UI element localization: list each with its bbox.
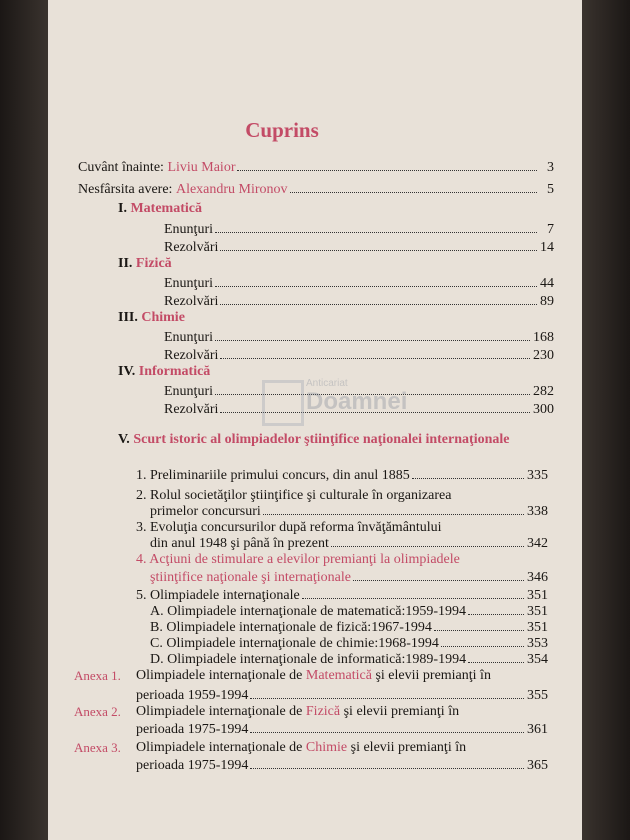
toc-label: primelor concursuri: [150, 504, 261, 519]
toc-author: Alexandru Mironov: [175, 182, 288, 197]
toc-page: 3: [547, 160, 554, 175]
leader-dots: [290, 192, 537, 193]
toc-page: 335: [527, 468, 548, 483]
leader-dots: [441, 646, 524, 647]
leader-dots: [250, 698, 524, 699]
book-spine-shadow: [0, 0, 48, 840]
section-heading: V. Scurt istoric al olimpiadelor ştiinţifice naţionalei internaţionale: [118, 432, 510, 447]
leader-dots: [220, 358, 530, 359]
toc-entry: [150, 620, 548, 636]
toc-label: ştiinţifice naţionale şi internaţionale: [150, 570, 351, 585]
toc-front-2: [78, 182, 554, 198]
toc-page: 342: [527, 536, 548, 551]
annex-label: Anexa 2.: [74, 704, 121, 719]
toc-page: 14: [540, 240, 554, 255]
toc-label: perioada 1975-1994: [136, 722, 249, 737]
toc-page: 5: [547, 182, 554, 197]
leader-dots: [220, 250, 537, 251]
toc-page: 361: [527, 722, 548, 737]
toc-label: perioada 1959-1994: [136, 688, 249, 703]
annex-label: Anexa 3.: [74, 740, 121, 755]
leader-dots: [434, 630, 524, 631]
leader-dots: [250, 732, 524, 733]
toc-page: 168: [533, 330, 554, 345]
toc-page: 346: [527, 570, 548, 585]
toc-label: D. Olimpiadele internaţionale de informatică:1989-1994: [150, 652, 467, 667]
toc-label: Rezolvări: [164, 294, 219, 309]
annex-title: Olimpiadele internaţionale de Fizică şi elevii premianţi în: [136, 704, 460, 719]
toc-entry: [150, 604, 548, 620]
toc-entry: [164, 330, 554, 346]
toc-label: 1. Preliminariile primului concurs, din anul 1885: [136, 468, 410, 483]
toc-page: 300: [533, 402, 554, 417]
watermark-main-text: Doamnei: [306, 388, 408, 415]
leader-dots: [237, 170, 537, 171]
toc-label: Enunţuri: [164, 276, 213, 291]
toc-entry: [150, 536, 548, 552]
leader-dots: [215, 340, 530, 341]
toc-entry: [164, 276, 554, 292]
toc-label: din anul 1948 şi până în prezent: [150, 536, 329, 551]
toc-page: 44: [540, 276, 554, 291]
toc-page: 351: [527, 604, 548, 619]
section-heading: III. Chimie: [118, 310, 185, 325]
toc-page: 351: [527, 620, 548, 635]
toc-entry: [164, 294, 554, 310]
toc-page: 7: [547, 222, 554, 237]
toc-entry: [150, 504, 548, 520]
toc-label: A. Olimpiadele internaţionale de matematică:1959-1994: [150, 604, 467, 619]
toc-page: 351: [527, 588, 548, 603]
toc-entry: [136, 588, 548, 604]
toc-label: Rezolvări: [164, 240, 219, 255]
book-edge-shadow: [582, 0, 630, 840]
toc-entry: [164, 240, 554, 256]
toc-label: 5. Olimpiadele internaţionale: [136, 588, 300, 603]
toc-label: 3. Evoluţia concursurilor după reforma învăţământului: [136, 520, 442, 535]
toc-label: perioada 1975-1994: [136, 758, 249, 773]
toc-label: C. Olimpiadele internaţionale de chimie:1968-1994: [150, 636, 439, 651]
toc-entry: [164, 222, 554, 238]
toc-label: B. Olimpiadele internaţionale de fizică:1967-1994: [150, 620, 432, 635]
toc-page: 89: [540, 294, 554, 309]
toc-label: Rezolvări: [164, 348, 219, 363]
page-title: Cuprins: [245, 118, 319, 142]
watermark-frame-icon: [262, 380, 304, 426]
toc-page: 282: [533, 384, 554, 399]
annex-label: Anexa 1.: [74, 668, 121, 683]
watermark-logo: [262, 378, 422, 426]
toc-page: 338: [527, 504, 548, 519]
watermark-top-text: Anticariat: [306, 378, 348, 389]
toc-label: Nesfârsita avere:: [78, 182, 173, 197]
toc-page: 354: [527, 652, 548, 667]
leader-dots: [250, 768, 524, 769]
leader-dots: [215, 232, 537, 233]
toc-entry: [150, 652, 548, 668]
leader-dots: [412, 478, 524, 479]
toc-page: 355: [527, 688, 548, 703]
annex-title: Olimpiadele internaţionale de Chimie şi elevii premianţi în: [136, 740, 467, 755]
section-heading: II. Fizică: [118, 256, 172, 271]
toc-entry: [164, 348, 554, 364]
toc-page: 230: [533, 348, 554, 363]
toc-entry: [136, 688, 548, 704]
leader-dots: [302, 598, 524, 599]
toc-label: 2. Rolul societăţilor ştiinţifice şi culturale în organizarea: [136, 488, 452, 503]
toc-entry: [150, 636, 548, 652]
toc-entry: [136, 758, 548, 774]
toc-page: 365: [527, 758, 548, 773]
toc-label: Enunţuri: [164, 384, 213, 399]
toc-entry: [136, 468, 548, 484]
toc-page: 353: [527, 636, 548, 651]
toc-label: Cuvânt înainte:: [78, 160, 164, 175]
toc-entry: [136, 722, 548, 738]
toc-author: Liviu Maior: [167, 160, 236, 175]
toc-entry: [150, 570, 548, 586]
leader-dots: [468, 662, 524, 663]
leader-dots: [468, 614, 524, 615]
toc-label: Rezolvări: [164, 402, 219, 417]
leader-dots: [331, 546, 524, 547]
toc-label: Enunţuri: [164, 330, 213, 345]
annex-title: Olimpiadele internaţionale de Matematică şi elevii premianţi în: [136, 668, 491, 683]
section-heading: I. Matematică: [118, 201, 202, 216]
toc-front-1: [78, 160, 554, 176]
toc-label: 4. Acţiuni de stimulare a elevilor premianţi la olimpiadele: [136, 552, 460, 567]
leader-dots: [353, 580, 524, 581]
toc-label: Enunţuri: [164, 222, 213, 237]
leader-dots: [215, 286, 537, 287]
section-heading: IV. Informatică: [118, 364, 211, 379]
leader-dots: [263, 514, 524, 515]
leader-dots: [220, 304, 537, 305]
